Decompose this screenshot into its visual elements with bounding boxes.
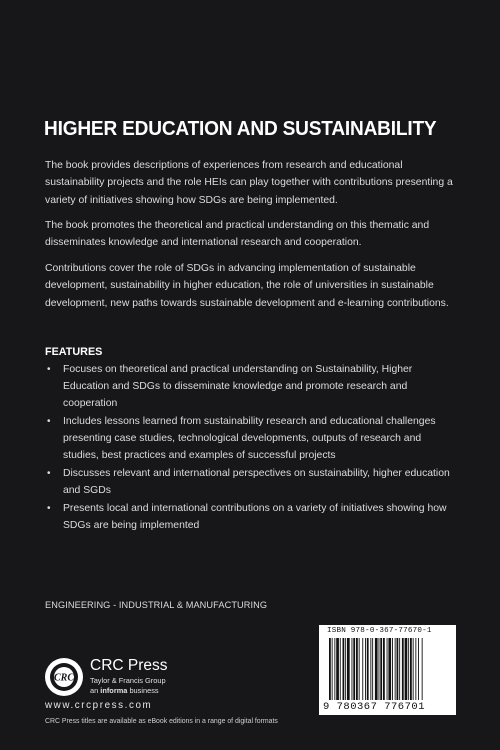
- description-paragraph-1: The book provides descriptions of experiences from research and educational sustainability projects and the role HEIs can play together with contributions presenting a variety of initiatives showing how SDGs are being implemented.: [45, 160, 453, 206]
- ebook-note: CRC Press titles are available as eBook editions in a range of digital formats: [45, 718, 278, 725]
- barcode-digits: 9 780367 776701: [323, 701, 426, 713]
- publisher-business-line: [90, 686, 159, 695]
- features-heading: FEATURES: [45, 346, 103, 358]
- business-prefix: an: [90, 686, 101, 695]
- book-title: HIGHER EDUCATION AND SUSTAINABILITY: [44, 117, 437, 140]
- description-paragraph-3: Contributions cover the role of SDGs in advancing implementation of sustainable development, sustainability in higher education, the role of universities in sustainable development, new paths towards sustainable development and e-learning contributions.: [45, 263, 449, 309]
- feature-text: Includes lessons learned from sustainability research and educational challenges presenting case studies, technological developments, outputs of research and studies, best practices and examples of successful projects: [63, 416, 436, 461]
- bullet-icon: •: [47, 416, 51, 427]
- informa-brand: informa: [100, 686, 128, 695]
- logo-text: CRC: [53, 672, 75, 684]
- features-list: [45, 361, 455, 535]
- feature-item: [45, 413, 455, 464]
- feature-text: Discusses relevant and international perspectives on sustainability, higher education and SGDs: [63, 468, 450, 496]
- isbn-label: ISBN 978-0-367-77670-1: [327, 627, 432, 635]
- feature-item: [45, 500, 455, 534]
- feature-text: Focuses on theoretical and practical understanding on Sustainability, Higher Education and SDGs to disseminate knowledge and promote research and cooperation: [63, 364, 413, 409]
- bullet-icon: •: [47, 468, 51, 479]
- feature-item: [45, 465, 455, 499]
- publisher-name: CRC Press: [90, 657, 168, 674]
- crc-logo-icon: [44, 657, 84, 697]
- description-paragraph-2: The book promotes the theoretical and practical understanding on this thematic and disseminates knowledge and international research and cooperation.: [45, 220, 430, 249]
- bullet-icon: •: [47, 364, 51, 375]
- publisher-group: Taylor & Francis Group: [90, 676, 166, 685]
- publisher-website: www.crcpress.com: [45, 700, 153, 711]
- feature-item: [45, 361, 455, 412]
- barcode-icon: [323, 638, 453, 700]
- barcode-panel: [319, 625, 456, 715]
- bullet-icon: •: [47, 503, 51, 514]
- business-suffix: business: [127, 686, 159, 695]
- subject-category: ENGINEERING - INDUSTRIAL & MANUFACTURING: [45, 600, 268, 610]
- feature-text: Presents local and international contributions on a variety of initiatives showing how SDGs are being implemented: [63, 503, 447, 531]
